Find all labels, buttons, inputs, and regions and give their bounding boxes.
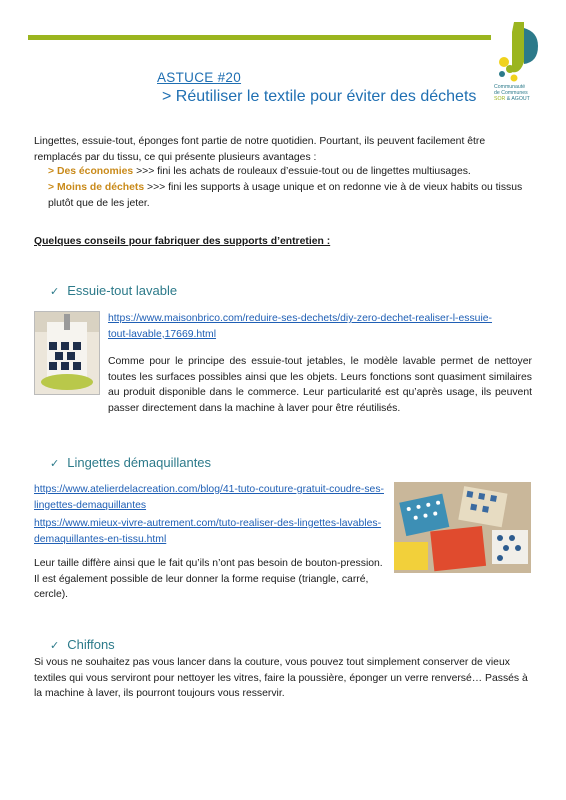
section-chiffons xyxy=(50,637,115,652)
link-mieux-vivre-autrement[interactable]: https://www.mieux-vivre-autrement.com/tuto-realiser-des-lingettes-lavables-demaquillantes-en-tissu.html xyxy=(34,518,382,545)
section-essuie-tout xyxy=(50,283,177,298)
benefit-economies-text: >>> fini les achats de rouleaux d’essuie-tout ou de lingettes multiusages. xyxy=(133,166,471,177)
logo-text xyxy=(494,84,544,102)
paper-towel-roll-photo xyxy=(34,311,100,395)
section-title-essuie-tout: Essuie-tout lavable xyxy=(67,283,178,298)
astuce-number: ASTUCE #20 xyxy=(157,70,242,85)
logo-line2: de Communes xyxy=(494,90,528,96)
link-atelierdelacreation[interactable]: https://www.atelierdelacreation.com/blog/41-tuto-couture-gratuit-coudre-ses-lingettes-demaquillantes xyxy=(34,484,384,511)
section-title-lingettes: Lingettes démaquillantes xyxy=(67,455,212,470)
logo-line3b: & AGOUT xyxy=(506,96,530,102)
wipes-photo xyxy=(394,482,531,573)
benefit-economies-label: > Des économies xyxy=(48,166,134,177)
essuie-tout-description: Comme pour le principe des essuie-tout jetables, le modèle lavable permet de nettoyer toutes les surfaces possibles ainsi que les objets. Leurs fonctions sont quasiment similaires au produit disponible dans le commerce. Leur particularité est qu’après usage, ils peuvent passer directement dans la machine à laver pour être réutilisés. xyxy=(108,356,532,414)
page-title: > Réutiliser le textile pour éviter des déchets xyxy=(162,88,477,105)
check-icon: ✓ xyxy=(50,640,60,652)
lingettes-description: Leur taille diffère ainsi que le fait qu’ils n’ont pas besoin de bouton-pression. Il est également possible de leur donner la forme requise (triangle, carré, cercle). xyxy=(34,558,383,601)
link-maisonbrico[interactable]: https://www.maisonbrico.com/reduire-ses-dechets/diy-zero-dechet-realiser-l-essuie-tout-lavable,17669.html xyxy=(108,313,493,340)
benefit-dechets xyxy=(48,180,534,211)
intro-paragraph: Lingettes, essuie-tout, éponges font partie de notre quotidien. Pourtant, ils peuvent facilement être remplacés par du tissu, ce qui présente plusieurs avantages : xyxy=(34,136,486,163)
chiffons-description: Si vous ne souhaitez pas vous lancer dans la couture, vous pouvez tout simplement conserver de vieux textiles qui vous serviront pour nettoyer les vitres, faire la poussière, éponger un verre renversé… Passés à la machine à laver, ils pourront toujours vous resservir. xyxy=(34,657,528,700)
check-icon: ✓ xyxy=(50,286,60,298)
logo-line1: Communauté xyxy=(494,84,526,90)
check-icon: ✓ xyxy=(50,458,60,470)
conseils-heading: Quelques conseils pour fabriquer des supports d’entretien : xyxy=(34,236,331,247)
section-lingettes xyxy=(50,455,211,470)
section-title-chiffons: Chiffons xyxy=(67,637,115,652)
benefit-dechets-text: >>> fini les supports à usage unique et on redonne vie à de vieux habits ou tissus plutôt que de les jeter. xyxy=(48,182,523,209)
logo-line3a: SOR xyxy=(494,96,506,102)
header-rule xyxy=(28,35,491,40)
benefit-economies xyxy=(48,164,534,180)
benefit-dechets-label: > Moins de déchets xyxy=(48,182,145,193)
